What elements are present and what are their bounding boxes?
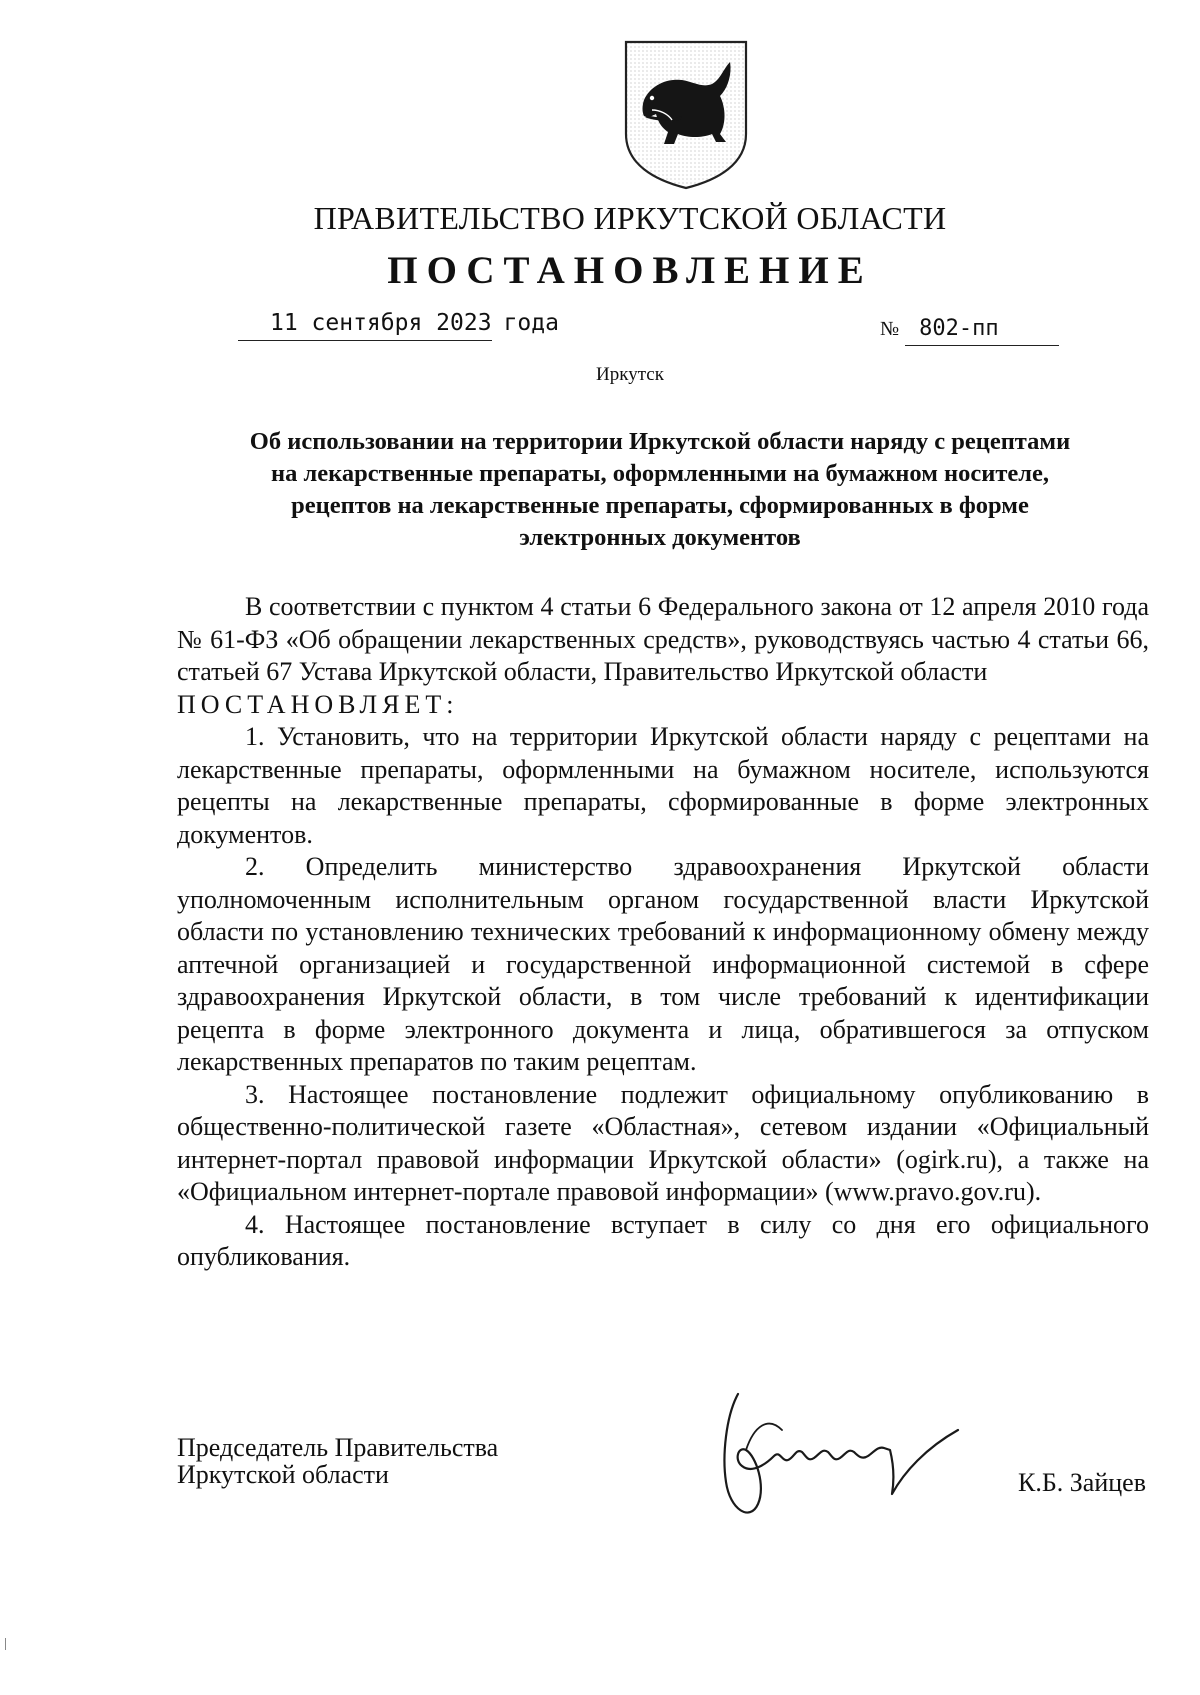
preamble: В соответствии с пунктом 4 статьи 6 Федерального закона от 12 апреля 2010 года № 61-ФЗ «Об обращении лекарственных средств», руководствуясь частью 4 статьи 66, статьей 67 Устава Иркутской области, Правительство Иркутской области [177,592,1149,686]
signatory-position-line-1: Председатель Правительства [177,1433,499,1462]
document-number [880,316,1059,346]
number-sign: № [880,318,900,340]
city: Иркутск [596,364,664,385]
document-body [177,591,1149,1274]
number-value: 802-пп [905,316,1059,346]
signatory-position-line-2: Иркутской области [177,1460,389,1489]
paragraph-4: 4. Настоящее постановление вступает в силу со дня его официального опубликования. [177,1209,1149,1271]
title-line: рецептов на лекарственные препараты, сформированных в форме [291,492,1029,519]
date-suffix: года [503,310,559,336]
handwritten-signature-icon [716,1386,996,1526]
document-type: ПОСТАНОВЛЕНИЕ [387,249,873,292]
resolves-heading: ПОСТАНОВЛЯЕТ: [177,689,459,719]
title-line: электронных документов [519,524,801,551]
document-title [170,426,1150,554]
signatory-position [177,1434,498,1488]
document-date [238,310,559,341]
title-line: на лекарственные препараты, оформленными на бумажном носителе, [270,460,1050,487]
title-line: Об использовании на территории Иркутской области наряду с рецептами [249,428,1071,455]
date-value: 11 сентября 2023 [238,310,492,341]
paragraph-1: 1. Установить, что на территории Иркутской области наряду с рецептами на лекарственные препараты, оформленными на бумажном носителе, используются рецепты на лекарственные препараты, сформированные в форме электронных документов. [177,722,1149,849]
margin-mark [5,1638,6,1650]
irkutsk-coat-of-arms-icon [622,38,750,192]
government-name: ПРАВИТЕЛЬСТВО ИРКУТСКОЙ ОБЛАСТИ [313,200,947,236]
paragraph-3: 3. Настоящее постановление подлежит официальному опубликованию в общественно-политической газете «Областная», сетевом издании «Официальный интернет-портал правовой информации Иркутской области» (ogirk.ru), а также на «Официальном интернет-портале правовой информации» (www.pravo.gov.ru). [177,1079,1149,1206]
paragraph-2: 2. Определить министерство здравоохранения Иркутской области уполномоченным исполнительным органом государственной власти Иркутской области по установлению технических требований к информационному обмену между аптечной организацией и государственной информационной системой в сфере здравоохранения Иркутской области, в том числе требований к идентификации рецепта в форме электронного документа и лица, обратившегося за отпуском лекарственных препаратов по таким рецептам. [177,852,1149,1076]
signer-name: К.Б. Зайцев [1018,1468,1146,1497]
